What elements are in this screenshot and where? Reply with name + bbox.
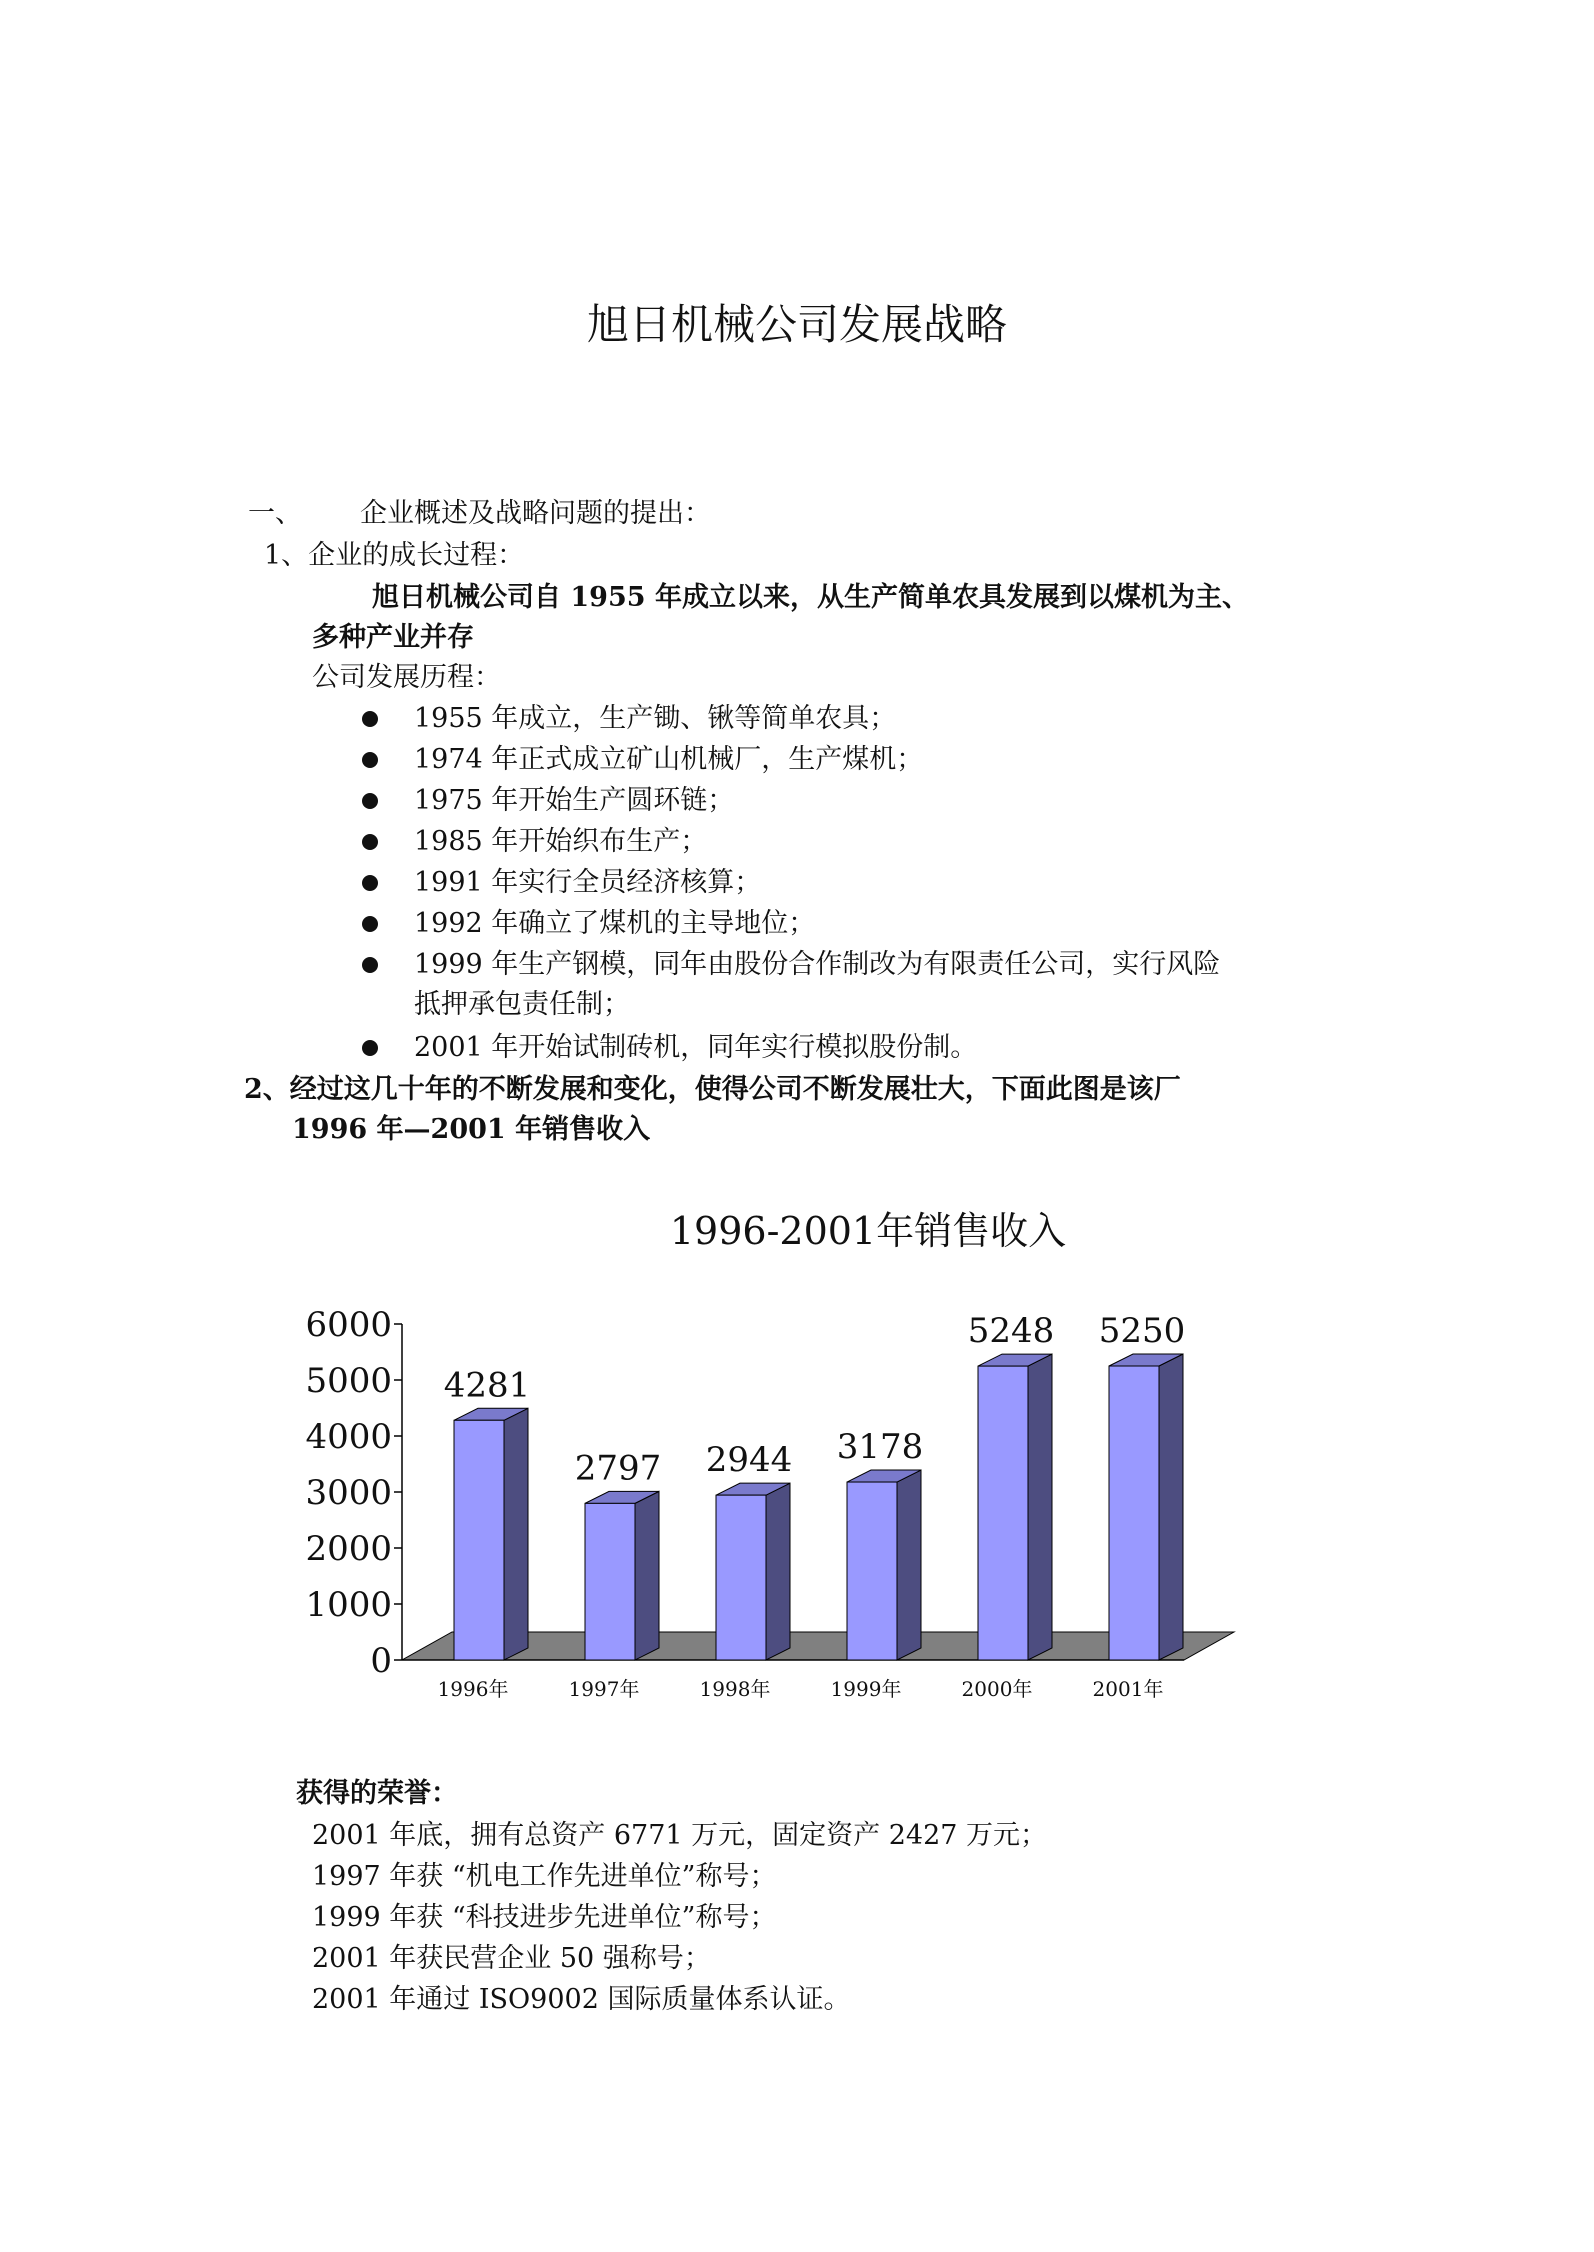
y-tick-label: 3000	[305, 1473, 392, 1513]
honors-label: 获得的荣誉：	[296, 1778, 458, 1809]
history-item: 1985 年开始织布生产；	[414, 826, 708, 857]
history-label: 公司发展历程：	[312, 662, 501, 693]
x-tick-label: 2000年	[961, 1677, 1033, 1701]
y-tick-label: 0	[370, 1641, 392, 1681]
history-item: 1955 年成立，生产锄、锹等简单农具；	[414, 703, 897, 734]
bar-side	[1159, 1354, 1183, 1660]
data-label: 5250	[1098, 1311, 1186, 1351]
subsection2-line2: 1996 年—2001 年销售收入	[292, 1114, 651, 1145]
honor-item: 2001 年通过 ISO9002 国际质量体系认证。	[312, 1984, 851, 2015]
subsection2-line1: 2、经过这几十年的不断发展和变化，使得公司不断发展壮大，下面此图是该厂	[244, 1074, 1181, 1105]
overview-paragraph-line2: 多种产业并存	[312, 622, 474, 653]
bar	[454, 1420, 504, 1660]
x-tick-label: 1996年	[437, 1677, 509, 1701]
y-tick-label: 5000	[305, 1361, 392, 1401]
data-label: 5248	[967, 1311, 1055, 1352]
document-title: 旭日机械公司发展战略	[586, 300, 1007, 349]
subsection-heading: 1、企业的成长过程：	[264, 540, 525, 571]
bar-side	[635, 1491, 659, 1660]
honor-item: 1997 年获 “机电工作先进单位”称号；	[312, 1861, 777, 1892]
history-item: 1991 年实行全员经济核算；	[414, 867, 762, 898]
bar-side	[1028, 1354, 1052, 1660]
overview-paragraph-line1: 旭日机械公司自 1955 年成立以来，从生产简单农具发展到以煤机为主、	[372, 582, 1249, 613]
data-label: 3178	[836, 1427, 924, 1468]
honor-item: 2001 年获民营企业 50 强称号；	[312, 1943, 711, 1974]
honor-item: 2001 年底，拥有总资产 6771 万元，固定资产 2427 万元；	[312, 1820, 1048, 1851]
section-number: 一、	[248, 498, 302, 529]
bar	[716, 1495, 766, 1660]
data-label: 4281	[443, 1365, 531, 1406]
bar	[585, 1503, 635, 1660]
data-label: 2797	[574, 1448, 662, 1489]
history-item-continuation: 抵押承包责任制；	[414, 989, 630, 1020]
history-item: 2001 年开始试制砖机，同年实行模拟股份制。	[414, 1032, 978, 1063]
y-tick-label: 1000	[305, 1585, 392, 1625]
bar	[1109, 1366, 1159, 1660]
bar	[847, 1482, 897, 1660]
y-tick-label: 6000	[305, 1305, 392, 1345]
honor-item: 1999 年获 “科技进步先进单位”称号；	[312, 1902, 777, 1933]
history-item: 1999 年生产钢模，同年由股份合作制改为有限责任公司，实行风险	[414, 949, 1221, 980]
bar-side	[897, 1470, 921, 1660]
bar	[978, 1366, 1028, 1660]
history-item: 1975 年开始生产圆环链；	[414, 785, 735, 816]
x-tick-label: 1998年	[699, 1677, 771, 1701]
bar-side	[766, 1483, 790, 1660]
data-label: 2944	[705, 1440, 793, 1481]
section-heading: 企业概述及战略问题的提出：	[360, 498, 711, 529]
history-item: 1974 年正式成立矿山机械厂，生产煤机；	[414, 744, 924, 775]
bar-side	[504, 1408, 528, 1660]
x-tick-label: 1999年	[830, 1677, 902, 1701]
y-tick-label: 2000	[305, 1529, 392, 1569]
x-tick-label: 1997年	[568, 1677, 640, 1701]
chart-title: 1996-2001年销售收入	[669, 1209, 1067, 1253]
history-item: 1992 年确立了煤机的主导地位；	[414, 908, 816, 939]
x-tick-label: 2001年	[1092, 1677, 1164, 1701]
y-tick-label: 4000	[305, 1417, 392, 1457]
